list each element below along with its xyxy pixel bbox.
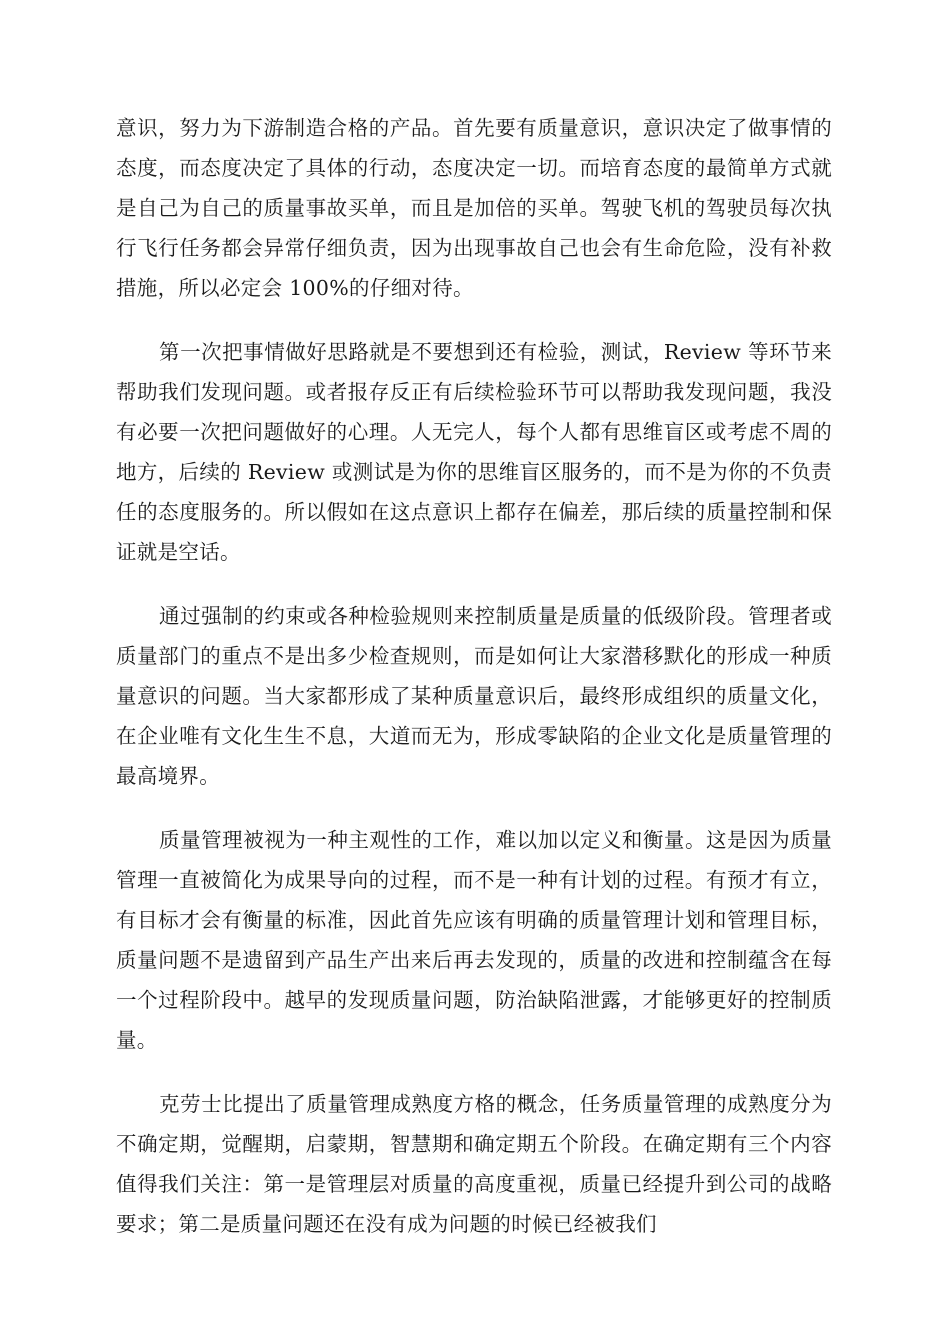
paragraph-5: 克劳士比提出了质量管理成熟度方格的概念，任务质量管理的成熟度分为不确定期，觉醒期，启蒙期，智慧期和确定期五个阶段。在确定期有三个内容值得我们关注：第一是管理层对质量的高度重视，质量已经提升到公司的战略要求；第二是质量问题还在没有成为问题的时候已经被我们 [116, 1092, 832, 1236]
paragraph-2: 第一次把事情做好思路就是不要想到还有检验，测试，Review 等环节来帮助我们发现问题。或者报存反正有后续检验环节可以帮助我发现问题，我没有必要一次把问题做好的心理。人无完人，每个人都有思维盲区或考虑不周的地方，后续的 Review 或测试是为你的思维盲区服务的，而不是为你的不负责任的态度服务的。所以假如在这点意识上都存在偏差，那后续的质量控制和保证就是空话。 [116, 340, 832, 564]
document-body [116, 108, 832, 1268]
paragraph-4: 质量管理被视为一种主观性的工作，难以加以定义和衡量。这是因为质量管理一直被简化为成果导向的过程，而不是一种有计划的过程。有预才有立，有目标才会有衡量的标准，因此首先应该有明确的质量管理计划和管理目标，质量问题不是遗留到产品生产出来后再去发现的，质量的改进和控制蕴含在每一个过程阶段中。越早的发现质量问题，防治缺陷泄露，才能够更好的控制质量。 [116, 828, 832, 1052]
paragraph-1: 意识，努力为下游制造合格的产品。首先要有质量意识，意识决定了做事情的态度，而态度决定了具体的行动，态度决定一切。而培育态度的最简单方式就是自己为自己的质量事故买单，而且是加倍的买单。驾驶飞机的驾驶员每次执行飞行任务都会异常仔细负责，因为出现事故自己也会有生命危险，没有补救措施，所以必定会 100%的仔细对待。 [116, 116, 832, 300]
paragraph-3: 通过强制的约束或各种检验规则来控制质量是质量的低级阶段。管理者或质量部门的重点不是出多少检查规则，而是如何让大家潜移默化的形成一种质量意识的问题。当大家都形成了某种质量意识后，最终形成组织的质量文化，在企业唯有文化生生不息，大道而无为，形成零缺陷的企业文化是质量管理的最高境界。 [116, 604, 832, 788]
